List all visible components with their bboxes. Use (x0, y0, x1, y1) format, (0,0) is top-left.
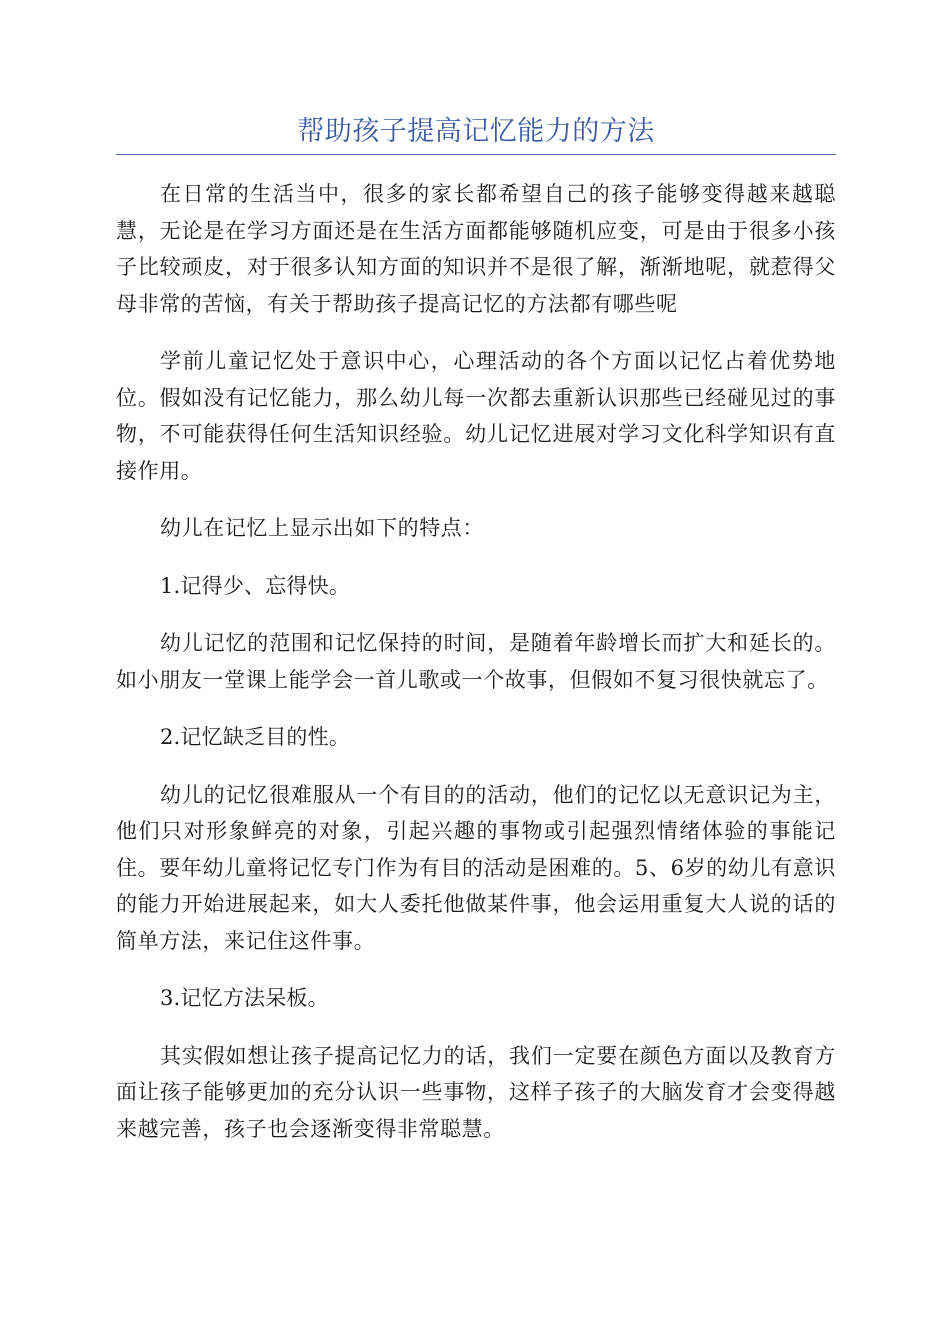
document-title: 帮助孩子提高记忆能力的方法 (297, 116, 655, 147)
list-item-1: 1.记得少、忘得快。 (160, 573, 351, 598)
paragraph-conclusion: 其实假如想让孩子提高记忆力的话，我们一定要在颜色方面以及教育方面让孩子能够更加的充分认识一些事物，这样子孩子的大脑发育才会变得越来越完善，孩子也会逐渐变得非常聪慧。 (116, 1043, 836, 1141)
paragraph-item-2-detail: 幼儿的记忆很难服从一个有目的的活动，他们的记忆以无意识记为主，他们只对形象鲜亮的对象，引起兴趣的事物或引起强烈情绪体验的事能记住。要年幼儿童将记忆专门作为有目的活动是困难的。5、6岁的幼儿有意识的能力开始进展起来，如大人委托他做某件事，他会运用重复大人说的话的简单方法，来记住这件事。 (116, 782, 836, 953)
list-item-3: 3.记忆方法呆板。 (160, 986, 329, 1010)
paragraph-intro: 在日常的生活当中，很多的家长都希望自己的孩子能够变得越来越聪慧，无论是在学习方面还是在生活方面都能够随机应变，可是由于很多小孩子比较顽皮，对于很多认知方面的知识并不是很了解，渐渐地呢，就惹得父母非常的苦恼，有关于帮助孩子提高记忆的方法都有哪些呢 (116, 182, 836, 316)
paragraph-preschool-memory: 学前儿童记忆处于意识中心，心理活动的各个方面以记忆占着优势地位。假如没有记忆能力，那么幼儿每一次都去重新认识那些已经碰见过的事物，不可能获得任何生活知识经验。幼儿记忆进展对学习文化科学知识有直接作用。 (116, 349, 836, 483)
title-underline (116, 154, 836, 155)
paragraph-features-lead: 幼儿在记忆上显示出如下的特点： (160, 516, 484, 540)
paragraph-item-1-detail: 幼儿记忆的范围和记忆保持的时间，是随着年龄增长而扩大和延长的。如小朋友一堂课上能学会一首儿歌或一个故事，但假如不复习很快就忘了。 (116, 631, 836, 692)
document-body (116, 176, 836, 1168)
list-item-2: 2.记忆缺乏目的性。 (160, 725, 351, 749)
